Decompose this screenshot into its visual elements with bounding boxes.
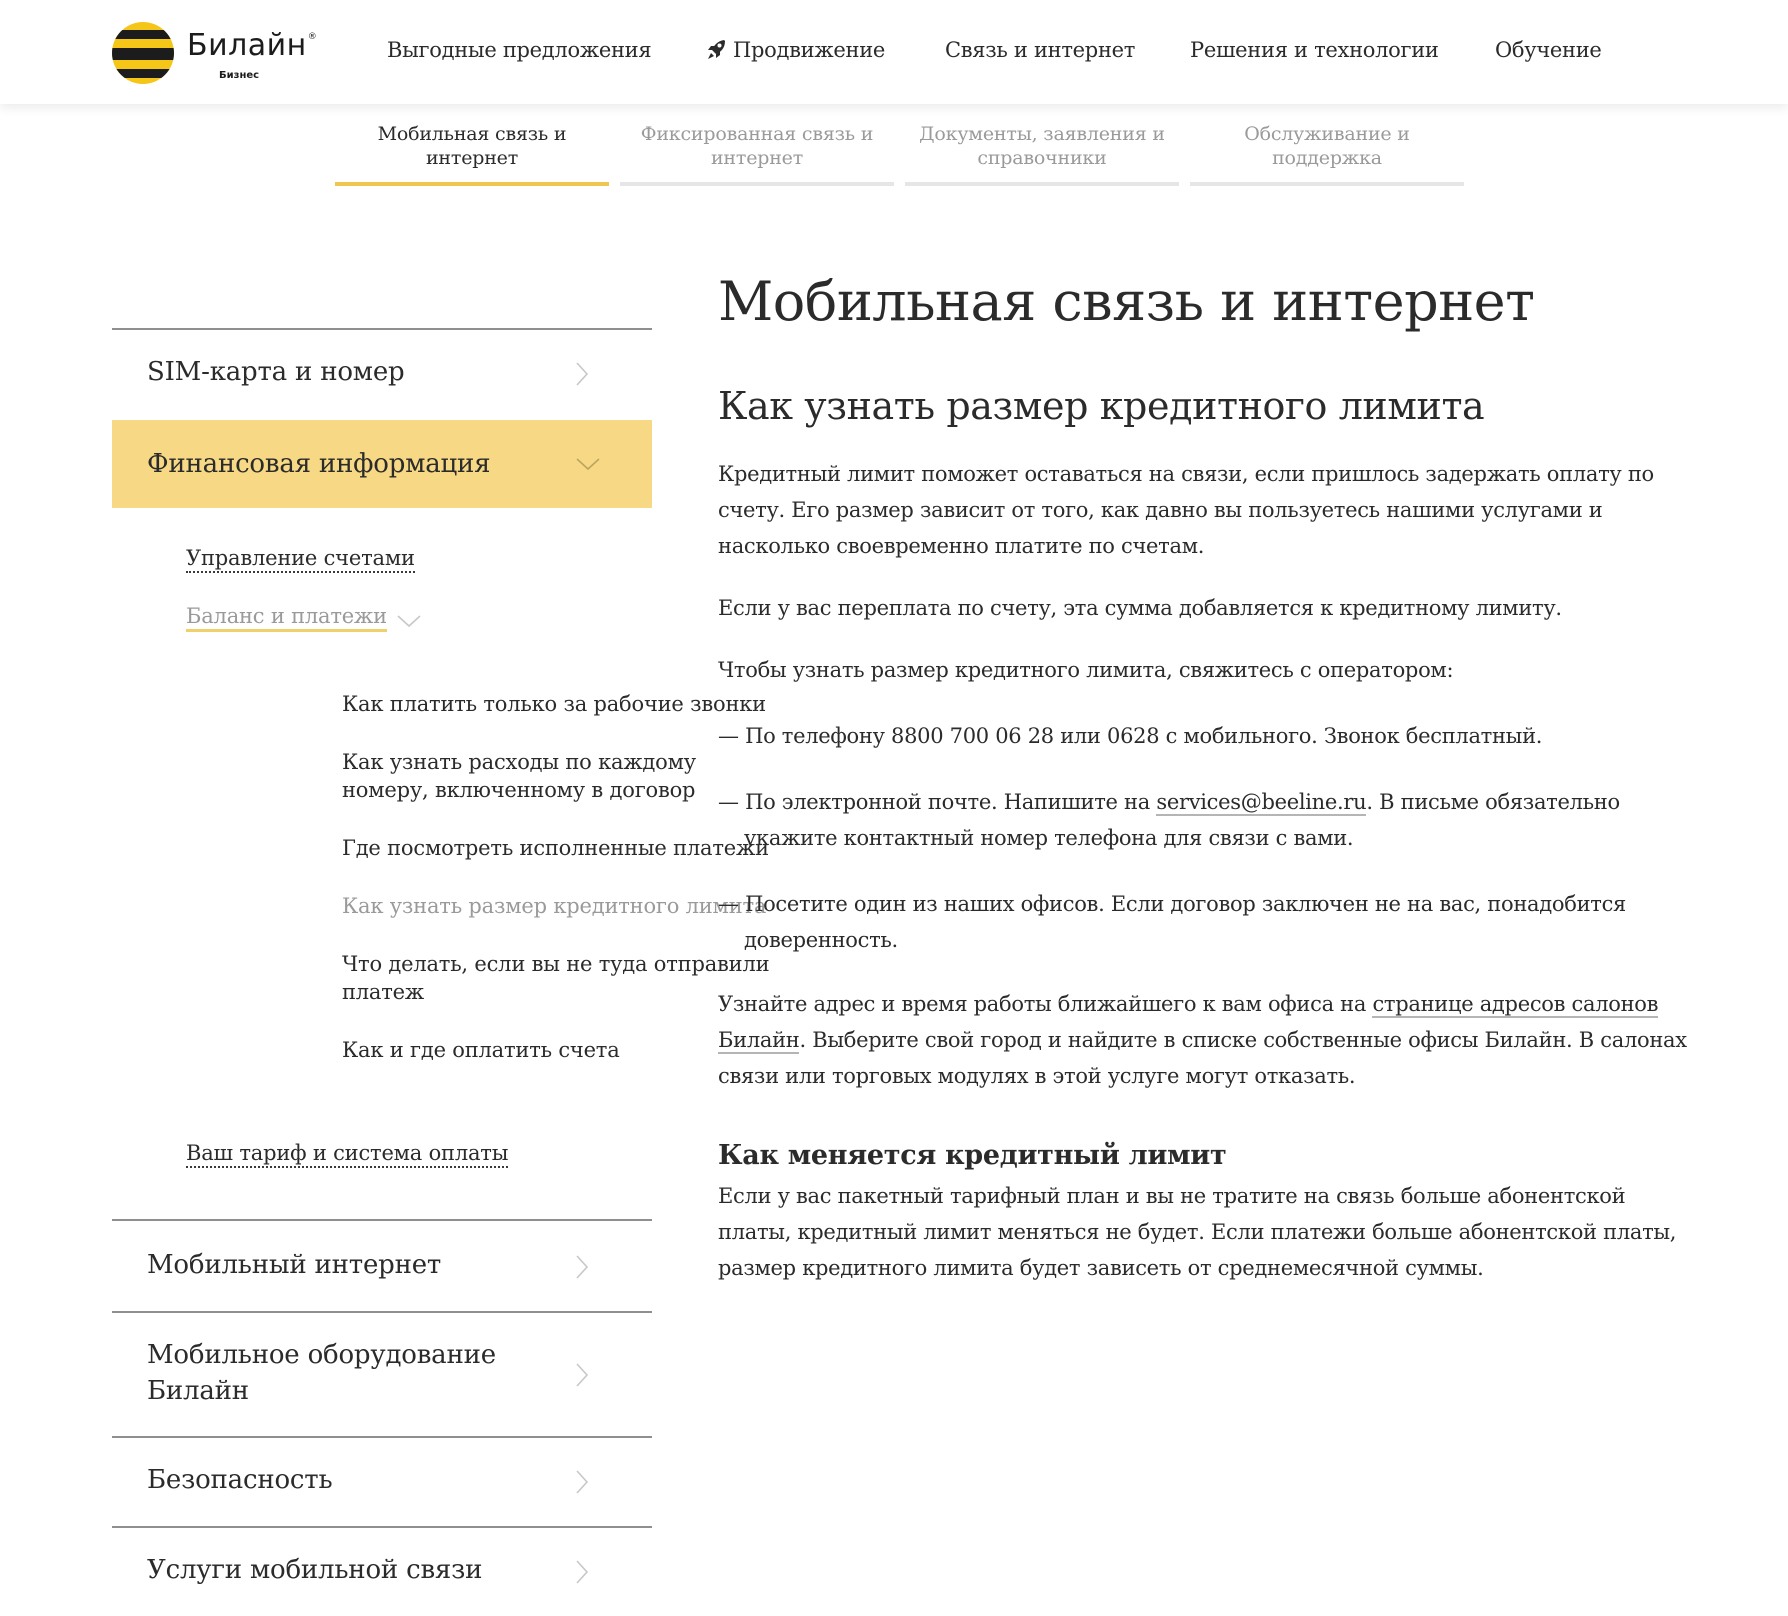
sidebar-leaf-executed-payments[interactable]: Где посмотреть исполненные платежи — [342, 836, 769, 860]
offices-text: . Выберите свой город и найдите в списке собственные офисы Билайн. В салонах связи или торговых модулях в этой услуге могут отказать. — [718, 1028, 1687, 1088]
contact-lead: Чтобы узнать размер кредитного лимита, свяжитесь с оператором: — [718, 658, 1454, 682]
chevron-down-icon[interactable] — [396, 614, 422, 628]
sidebar-item-label: Услуги мобильной связи — [147, 1555, 483, 1585]
sidebar-link-balance-payments[interactable]: Баланс и платежи — [186, 603, 387, 632]
offices-text: Узнайте адрес и время работы ближайшего к вам офиса на — [718, 992, 1373, 1016]
sidebar-leaf-pay-bills[interactable]: Как и где оплатить счета — [342, 1038, 620, 1062]
nav-solutions[interactable]: Решения и технологии — [1190, 38, 1439, 62]
chevron-right-icon — [574, 1253, 590, 1281]
sidebar-item-security[interactable] — [112, 1438, 652, 1526]
offices-link[interactable]: странице адресов салонов Билайн — [718, 992, 1659, 1052]
bullet-email-text: . В письме обязательно укажите контактный номер телефона для связи с вами. — [744, 790, 1620, 850]
tab-fixed[interactable]: Фиксированная связь и интернет — [620, 118, 894, 186]
chevron-right-icon — [574, 1558, 590, 1586]
nav-promotion[interactable] — [707, 38, 885, 62]
section-tabs — [335, 118, 1465, 188]
sidebar-item-finance[interactable] — [112, 420, 652, 508]
change-paragraph: Если у вас пакетный тарифный план и вы не тратите на связь больше абонентской платы, кредитный лимит меняться не будет. Если платежи больше абонентской платы, размер кредитного лимита будет зависеть от среднемесячной суммы. — [718, 1184, 1677, 1280]
chevron-right-icon — [574, 1361, 590, 1389]
beeline-business-logo[interactable] — [112, 22, 318, 84]
sidebar-item-sim[interactable] — [112, 330, 652, 416]
tab-support[interactable]: Обслуживание и поддержка — [1190, 118, 1464, 186]
bullet-email-text: — По электронной почте. Напишите на — [718, 790, 1157, 814]
sidebar-item-mobile-equipment[interactable] — [112, 1313, 652, 1436]
sidebar-item-label: SIM-карта и номер — [147, 357, 405, 387]
tab-mobile[interactable]: Мобильная связь и интернет — [335, 118, 609, 186]
sidebar-item-label: Финансовая информация — [147, 449, 491, 479]
nav-offers[interactable]: Выгодные предложения — [387, 38, 652, 62]
overpay-paragraph: Если у вас переплата по счету, эта сумма добавляется к кредитному лимиту. — [718, 596, 1562, 620]
chevron-down-icon — [574, 456, 602, 472]
chevron-right-icon — [574, 1468, 590, 1496]
logo-subtitle: Бизнес — [219, 70, 260, 81]
beeline-logo-icon — [112, 22, 174, 84]
sidebar-leaf-work-calls[interactable]: Как платить только за рабочие звонки — [342, 692, 766, 716]
logo-wordmark: Билайн® — [187, 28, 318, 63]
sidebar-item-label: Мобильный интернет — [147, 1250, 442, 1280]
sidebar-item-mobile-services[interactable] — [112, 1528, 652, 1616]
chevron-right-icon — [574, 360, 590, 388]
sidebar-leaf-wrong-payment[interactable]: Что делать, если вы не туда отправили платеж — [342, 952, 770, 1004]
tab-documents[interactable]: Документы, заявления и справочники — [905, 118, 1179, 186]
sidebar-link-tariff-billing[interactable]: Ваш тариф и система оплаты — [186, 1140, 508, 1168]
intro-paragraph: Кредитный лимит поможет оставаться на связи, если пришлось задержать оплату по счету. Его размер зависит от того, как давно вы пользуетесь нашими услугами и насколько своевременно платите по счетам. — [718, 462, 1654, 558]
sidebar-link-account-management[interactable]: Управление счетами — [186, 545, 415, 573]
subsection-title: Как меняется кредитный лимит — [718, 1140, 1227, 1171]
offices-paragraph — [718, 986, 1698, 1094]
nav-connectivity[interactable]: Связь и интернет — [945, 38, 1136, 62]
nav-promotion-label: Продвижение — [733, 38, 886, 62]
email-link[interactable]: services@beeline.ru — [1156, 790, 1367, 814]
rocket-icon — [707, 38, 727, 60]
bullet-email — [718, 784, 1698, 856]
page-title: Мобильная связь и интернет — [718, 270, 1535, 333]
sidebar-leaf-expenses-per-number[interactable]: Как узнать расходы по каждому номеру, включенному в договор — [342, 750, 696, 802]
bullet-office: — Посетите один из наших офисов. Если договор заключен не на вас, понадобится доверенность. — [718, 892, 1626, 952]
sidebar-leaf-credit-limit[interactable]: Как узнать размер кредитного лимита — [342, 894, 767, 918]
bullet-phone: — По телефону 8800 700 06 28 или 0628 с мобильного. Звонок бесплатный. — [718, 724, 1543, 748]
section-title: Как узнать размер кредитного лимита — [718, 384, 1485, 428]
nav-education[interactable]: Обучение — [1495, 38, 1602, 62]
site-header — [0, 0, 1788, 104]
sidebar-item-label: Мобильное оборудование Билайн — [147, 1340, 496, 1406]
sidebar-item-label: Безопасность — [147, 1465, 333, 1495]
sidebar-item-mobile-internet[interactable] — [112, 1221, 652, 1311]
